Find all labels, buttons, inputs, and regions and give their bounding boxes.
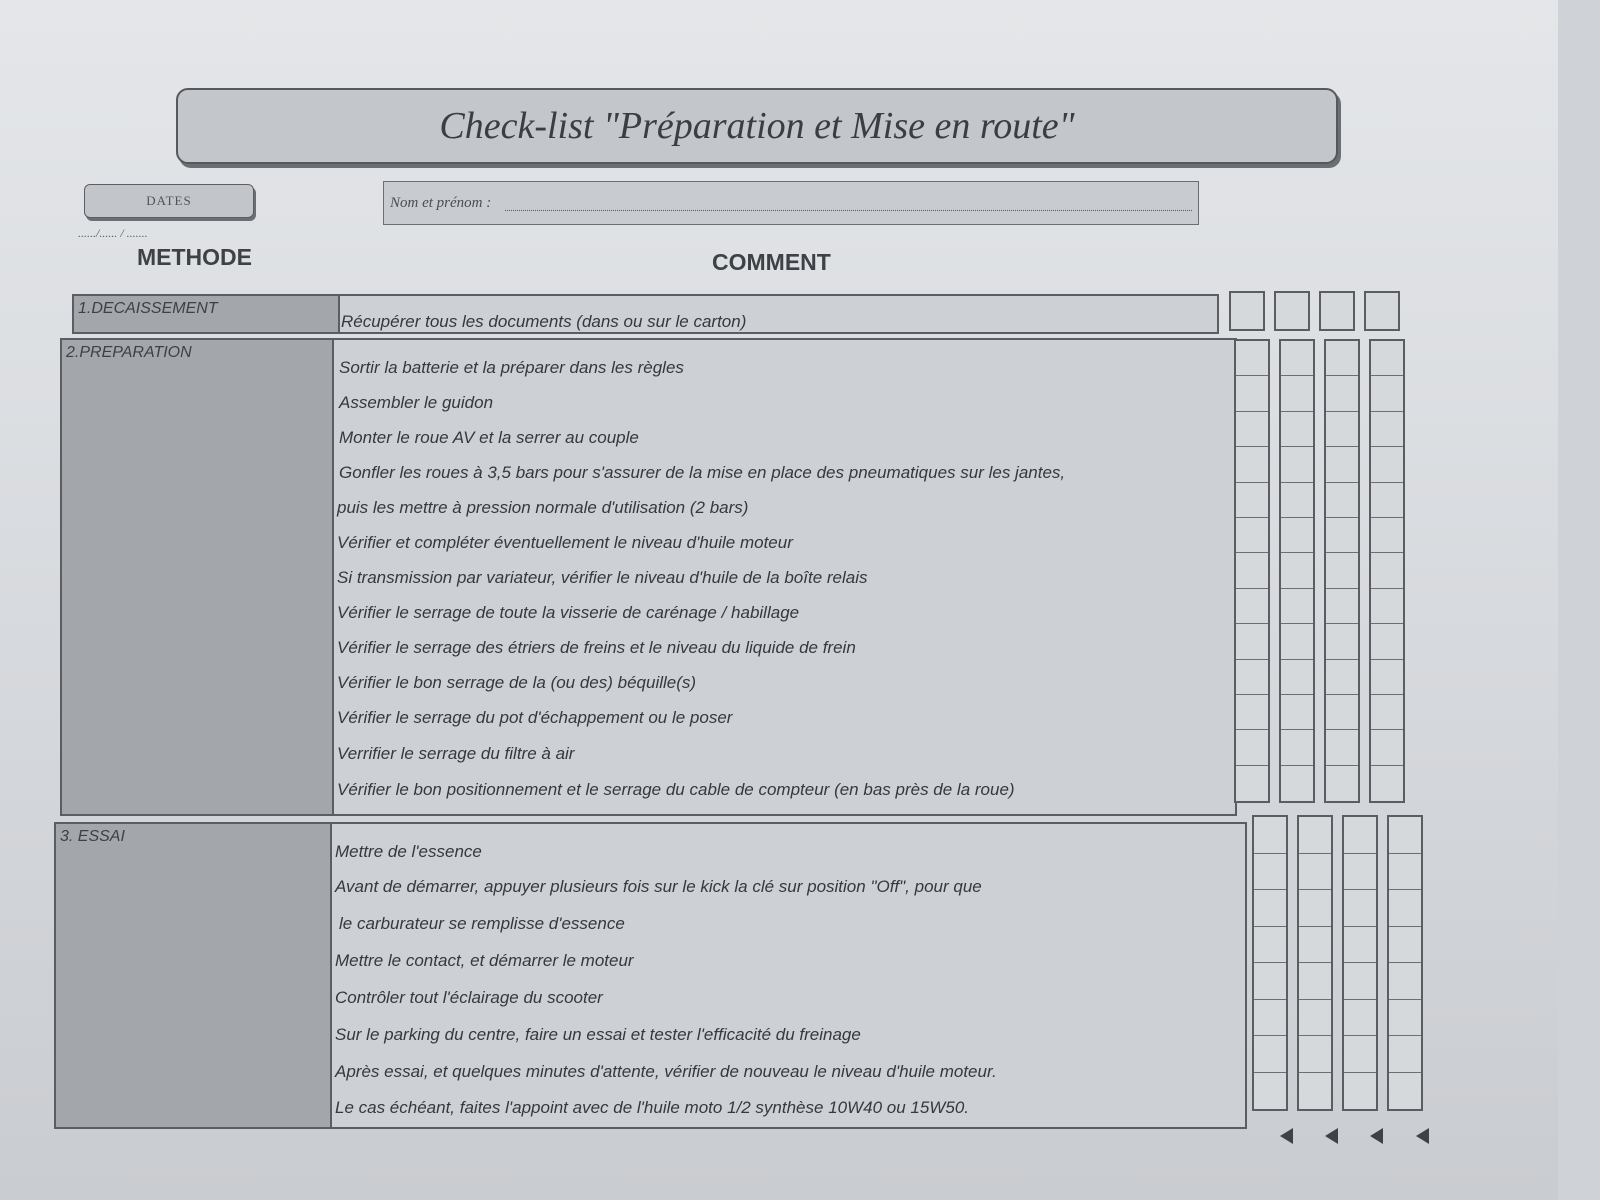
checkbox[interactable] — [1326, 412, 1358, 447]
checklist-row: Vérifier le bon serrage de la (ou des) béquille(s) — [337, 673, 697, 692]
checkbox[interactable] — [1276, 293, 1308, 329]
checkbox[interactable] — [1344, 890, 1376, 927]
checklist-row: le carburateur se remplisse d'essence — [339, 914, 625, 933]
checkbox[interactable] — [1236, 447, 1268, 482]
checkbox[interactable] — [1281, 730, 1313, 765]
checkbox[interactable] — [1371, 730, 1403, 765]
checkbox-grid-preparation — [1234, 339, 1405, 803]
checkbox[interactable] — [1326, 766, 1358, 801]
checkbox[interactable] — [1389, 1000, 1421, 1037]
checkbox[interactable] — [1389, 1073, 1421, 1110]
checklist-row: Vérifier le serrage de toute la visserie de carénage / habillage — [337, 603, 800, 622]
checkbox[interactable] — [1326, 730, 1358, 765]
checkbox[interactable] — [1236, 412, 1268, 447]
checklist-row: Après essai, et quelques minutes d'attente, vérifier de nouveau le niveau d'huile moteur. — [335, 1062, 997, 1081]
checklist-row: puis les mettre à pression normale d'utilisation (2 bars) — [337, 498, 749, 517]
checkbox[interactable] — [1254, 817, 1286, 854]
checklist-row: Le cas échéant, faites l'appoint avec de l'huile moto 1/2 synthèse 10W40 ou 15W50. — [335, 1098, 969, 1117]
checkbox[interactable] — [1236, 730, 1268, 765]
checkbox[interactable] — [1254, 927, 1286, 964]
checkbox[interactable] — [1371, 483, 1403, 518]
checkbox[interactable] — [1281, 766, 1313, 801]
checkbox[interactable] — [1281, 589, 1313, 624]
triangle-left-icon — [1280, 1128, 1293, 1144]
checkbox[interactable] — [1371, 376, 1403, 411]
checkbox[interactable] — [1281, 376, 1313, 411]
checkbox[interactable] — [1371, 624, 1403, 659]
checkbox[interactable] — [1236, 624, 1268, 659]
checkbox[interactable] — [1389, 854, 1421, 891]
name-label: Nom et prénom : — [390, 194, 492, 211]
checkbox[interactable] — [1299, 927, 1331, 964]
checkbox[interactable] — [1326, 695, 1358, 730]
checkbox[interactable] — [1389, 890, 1421, 927]
checkbox[interactable] — [1231, 293, 1263, 329]
title-banner — [176, 88, 1338, 164]
checkbox[interactable] — [1254, 1036, 1286, 1073]
checklist-row: Mettre le contact, et démarrer le moteur — [335, 951, 634, 970]
checkbox-column — [1274, 291, 1310, 331]
checkbox-grid-decaissement — [1229, 291, 1400, 331]
checkbox[interactable] — [1281, 553, 1313, 588]
checkbox-column — [1252, 815, 1288, 1111]
name-field-box[interactable] — [383, 181, 1199, 225]
triangle-left-icon — [1370, 1128, 1383, 1144]
checkbox[interactable] — [1281, 518, 1313, 553]
checkbox[interactable] — [1281, 695, 1313, 730]
checkbox[interactable] — [1236, 766, 1268, 801]
checkbox[interactable] — [1254, 1073, 1286, 1110]
checkbox[interactable] — [1326, 553, 1358, 588]
checkbox[interactable] — [1326, 589, 1358, 624]
checkbox[interactable] — [1299, 890, 1331, 927]
checkbox[interactable] — [1371, 447, 1403, 482]
checklist-row: Mettre de l'essence — [335, 842, 482, 861]
checkbox-column — [1324, 339, 1360, 803]
checkbox[interactable] — [1371, 553, 1403, 588]
checklist-row: Vérifier le serrage des étriers de freins et le niveau du liquide de frein — [337, 638, 856, 657]
checkbox-column — [1297, 815, 1333, 1111]
checkbox[interactable] — [1299, 1073, 1331, 1110]
name-input-line[interactable] — [505, 196, 1192, 211]
checkbox[interactable] — [1389, 817, 1421, 854]
checkbox[interactable] — [1326, 624, 1358, 659]
checkbox[interactable] — [1371, 660, 1403, 695]
triangle-left-icon — [1416, 1128, 1429, 1144]
checkbox-column — [1364, 291, 1400, 331]
dates-label-box — [84, 184, 254, 218]
checkbox[interactable] — [1254, 1000, 1286, 1037]
checkbox[interactable] — [1281, 447, 1313, 482]
checkbox[interactable] — [1344, 1073, 1376, 1110]
section-label: 3. ESSAI — [56, 824, 332, 1127]
date-field[interactable]: ....../...... / ....... — [78, 226, 148, 240]
checkbox[interactable] — [1254, 890, 1286, 927]
checkbox[interactable] — [1371, 695, 1403, 730]
checklist-row: Vérifier et compléter éventuellement le niveau d'huile moteur — [337, 533, 793, 552]
checkbox[interactable] — [1281, 483, 1313, 518]
checklist-row: Monter le roue AV et la serrer au couple — [339, 428, 639, 447]
checkbox[interactable] — [1236, 553, 1268, 588]
checkbox[interactable] — [1236, 518, 1268, 553]
checklist-row: Assembler le guidon — [339, 393, 494, 412]
checkbox[interactable] — [1236, 376, 1268, 411]
checkbox[interactable] — [1344, 817, 1376, 854]
checkbox[interactable] — [1236, 695, 1268, 730]
checkbox[interactable] — [1299, 963, 1331, 1000]
checkbox[interactable] — [1344, 963, 1376, 1000]
checkbox-column — [1234, 339, 1270, 803]
checkbox[interactable] — [1389, 1036, 1421, 1073]
checkbox[interactable] — [1326, 341, 1358, 376]
checklist-row: Vérifier le serrage du pot d'échappement ou le poser — [337, 708, 733, 727]
checkbox[interactable] — [1281, 660, 1313, 695]
page-title: Check-list "Préparation et Mise en route" — [439, 105, 1075, 147]
checkbox[interactable] — [1321, 293, 1353, 329]
checkbox[interactable] — [1254, 963, 1286, 1000]
checklist-row: Si transmission par variateur, vérifier le niveau d'huile de la boîte relais — [337, 568, 868, 587]
checkbox[interactable] — [1299, 854, 1331, 891]
checkbox[interactable] — [1326, 376, 1358, 411]
checkbox[interactable] — [1366, 293, 1398, 329]
checkbox[interactable] — [1254, 854, 1286, 891]
checkbox[interactable] — [1344, 854, 1376, 891]
checkbox[interactable] — [1236, 483, 1268, 518]
checkbox[interactable] — [1371, 412, 1403, 447]
checkbox[interactable] — [1389, 927, 1421, 964]
checkbox[interactable] — [1371, 766, 1403, 801]
checkbox[interactable] — [1281, 624, 1313, 659]
checklist-row: Sur le parking du centre, faire un essai et tester l'efficacité du freinage — [335, 1025, 861, 1044]
checkbox[interactable] — [1344, 1000, 1376, 1037]
checkbox[interactable] — [1326, 483, 1358, 518]
section-label: 1.DECAISSEMENT — [74, 296, 340, 332]
checklist-row: Sortir la batterie et la préparer dans les règles — [339, 358, 684, 377]
checklist-row: Vérifier le bon positionnement et le serrage du cable de compteur (en bas près de la roue) — [337, 780, 1015, 799]
checkbox-column — [1229, 291, 1265, 331]
checkbox[interactable] — [1389, 963, 1421, 1000]
checkbox-column — [1319, 291, 1355, 331]
triangle-left-icon — [1325, 1128, 1338, 1144]
checkbox-column — [1279, 339, 1315, 803]
checkbox[interactable] — [1344, 927, 1376, 964]
dates-label: DATES — [146, 193, 192, 208]
methode-header: METHODE — [137, 244, 252, 270]
checkbox[interactable] — [1236, 589, 1268, 624]
checkbox[interactable] — [1371, 518, 1403, 553]
checkbox-column — [1369, 339, 1405, 803]
section-essai — [54, 822, 1247, 1129]
checkbox[interactable] — [1371, 589, 1403, 624]
checkbox[interactable] — [1371, 341, 1403, 376]
checkbox[interactable] — [1299, 1000, 1331, 1037]
checkbox-column — [1387, 815, 1423, 1111]
checkbox[interactable] — [1281, 341, 1313, 376]
checkbox-column — [1342, 815, 1378, 1111]
checklist-row: Récupérer tous les documents (dans ou sur le carton) — [341, 312, 747, 331]
checkbox[interactable] — [1299, 1036, 1331, 1073]
checkbox[interactable] — [1344, 1036, 1376, 1073]
checkbox[interactable] — [1236, 341, 1268, 376]
checkbox[interactable] — [1236, 660, 1268, 695]
checkbox[interactable] — [1281, 412, 1313, 447]
checkbox[interactable] — [1326, 660, 1358, 695]
checklist-row: Avant de démarrer, appuyer plusieurs fois sur le kick la clé sur position "Off", pour que — [335, 877, 982, 896]
checkbox[interactable] — [1326, 447, 1358, 482]
checkbox[interactable] — [1326, 518, 1358, 553]
checklist-row: Contrôler tout l'éclairage du scooter — [335, 988, 603, 1007]
section-label: 2.PREPARATION — [62, 340, 334, 814]
checklist-row: Gonfler les roues à 3,5 bars pour s'assurer de la mise en place des pneumatiques sur les jantes, — [339, 463, 1066, 482]
comment-header: COMMENT — [712, 249, 831, 275]
checkbox-grid-essai — [1252, 815, 1423, 1111]
checkbox[interactable] — [1299, 817, 1331, 854]
checklist-row: Verrifier le serrage du filtre à air — [337, 744, 575, 763]
